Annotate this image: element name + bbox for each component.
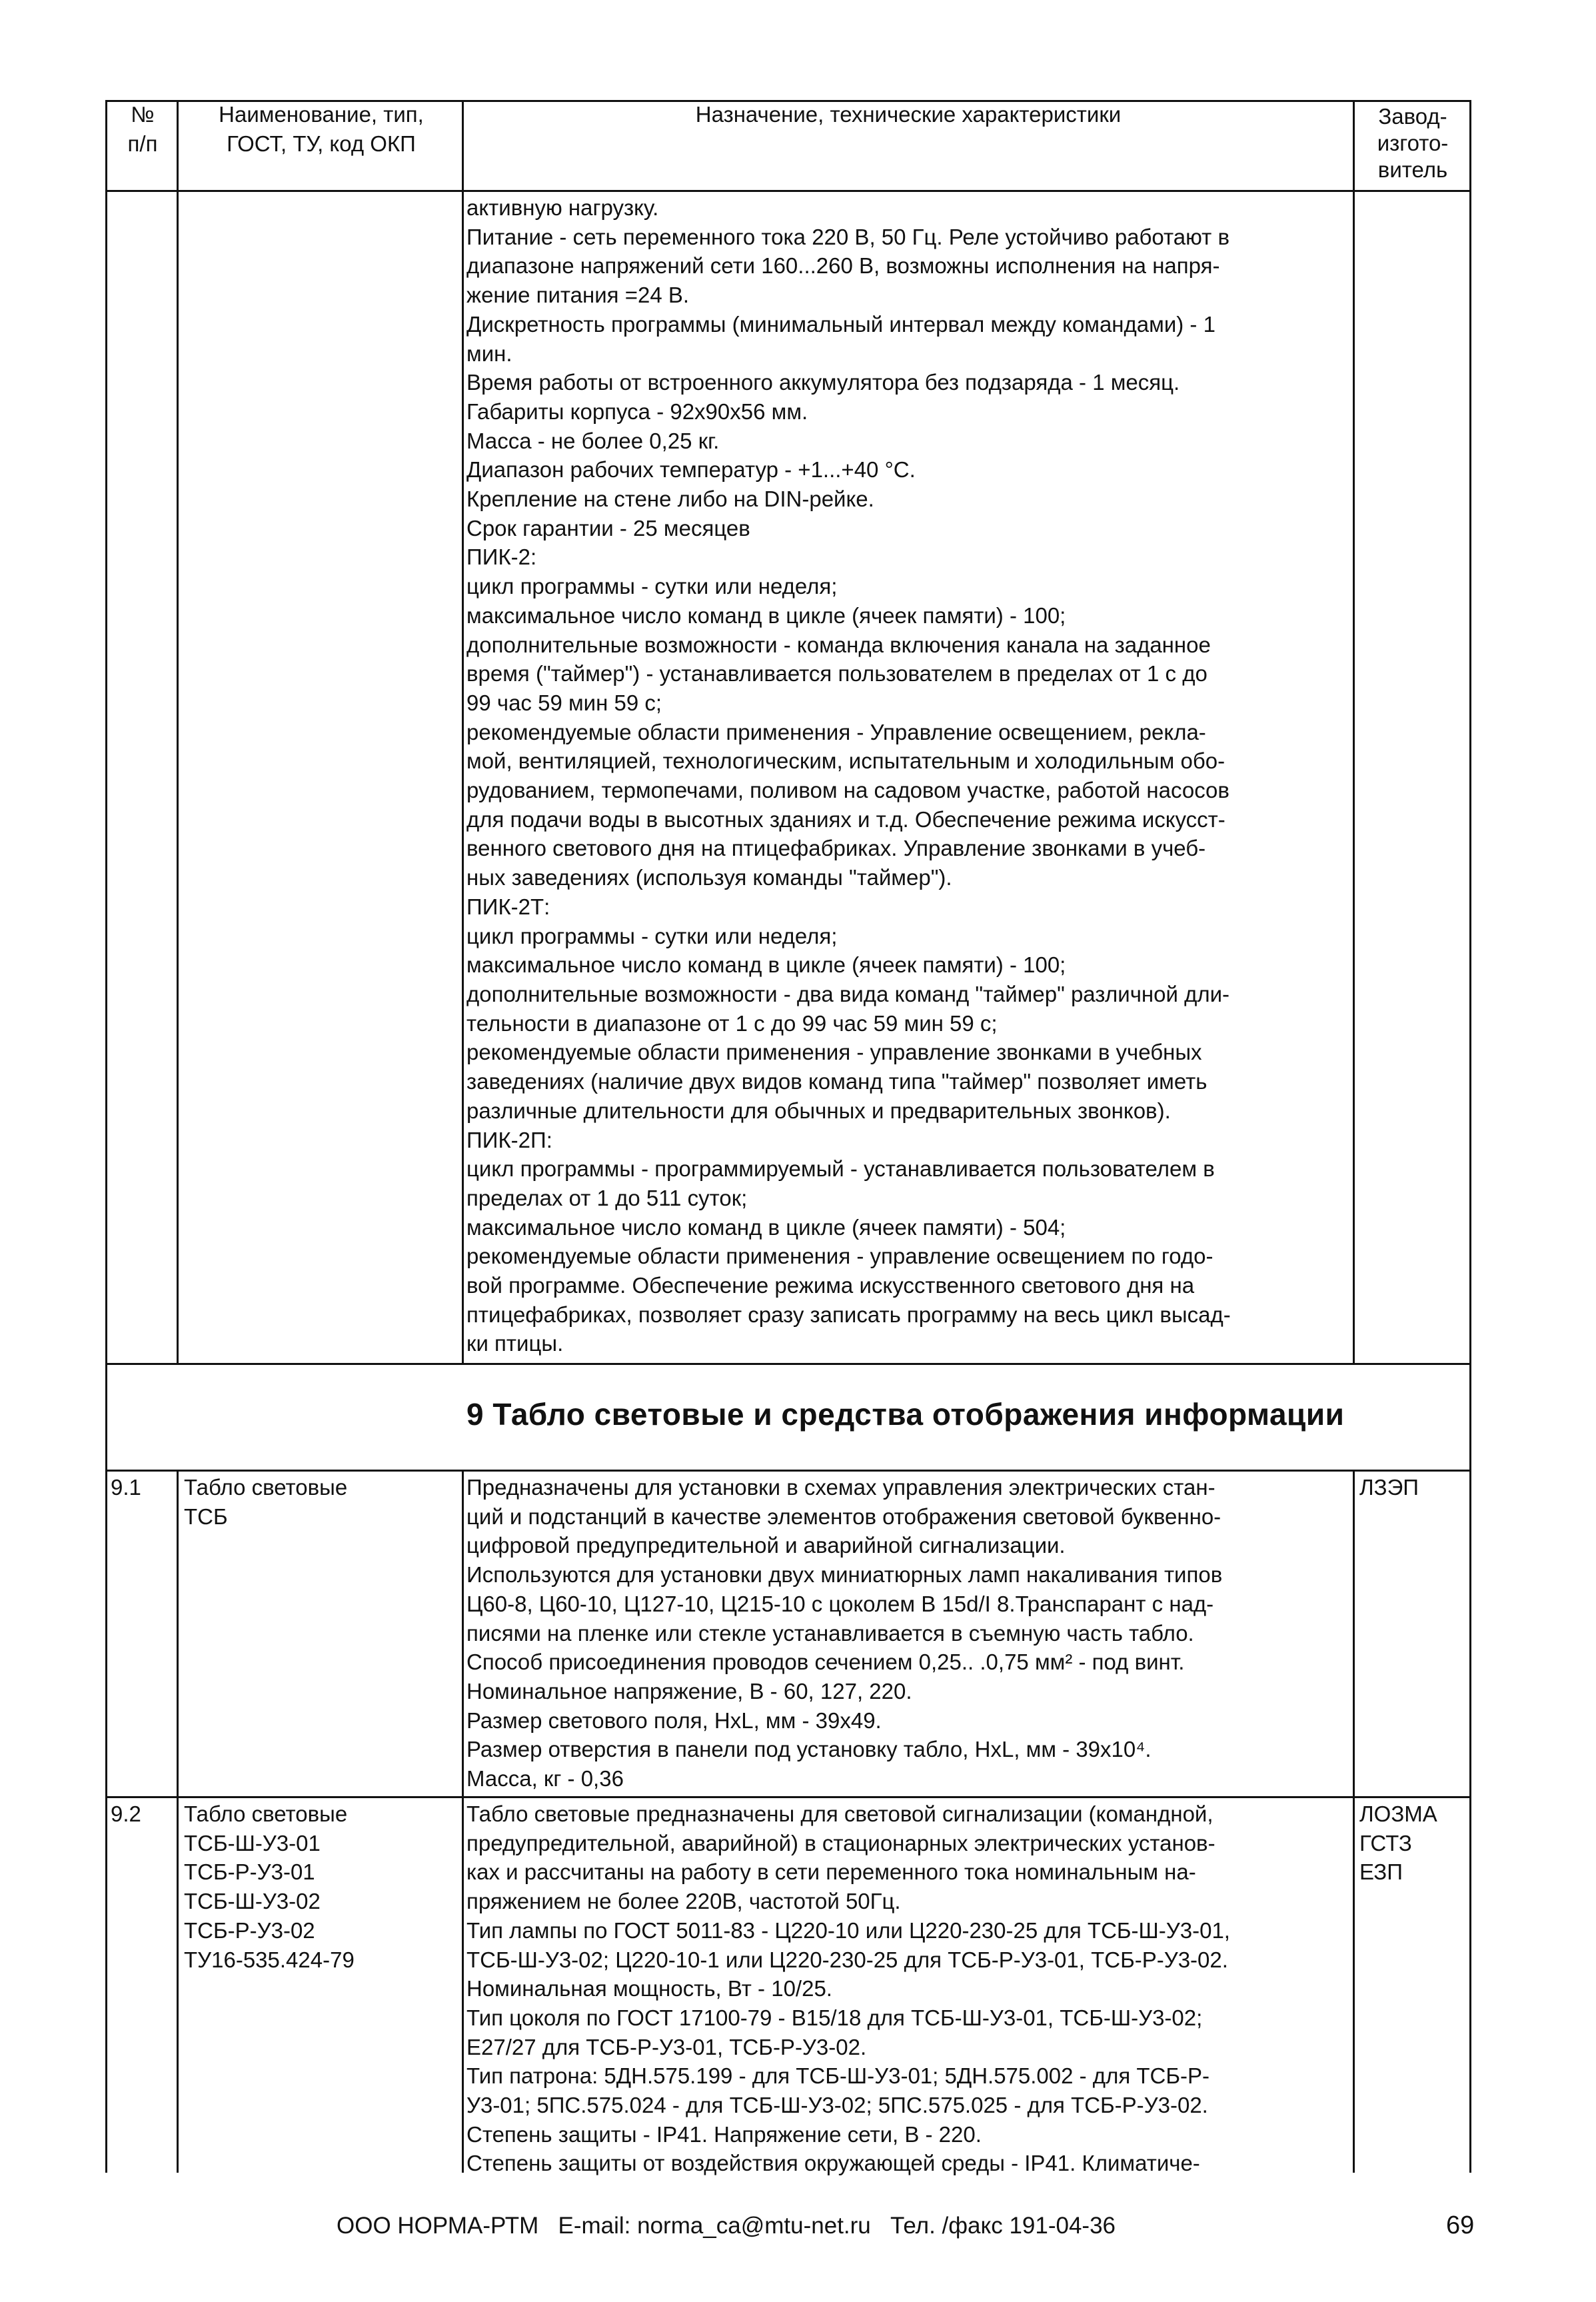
row-9-1-bottom-border	[105, 1796, 1471, 1798]
footer-company: ООО НОРМА-РТМ E-mail: norma_ca@mtu-net.ru Тел. /факс 191-04-36	[337, 2213, 1116, 2239]
page-number: 69	[1446, 2211, 1475, 2239]
row-description: Табло световые предназначены для световой сигнализации (командной, предупредительной, аварийной) в стационарных электрических установ- ках и рассчитаны на работу в сети переменного тока номинальным на- пряжением не более 220В, частотой 50Гц. Тип лампы по ГОСТ 5011-83 - Ц220-10 или Ц220-230-25 для ТСБ-Ш-У3-01, ТСБ-Ш-У3-02; Ц220-10-1 или Ц220-230-25 для ТСБ-Р-У3-01, ТСБ-Р-У3-02. Номинальная мощность, Вт - 10/25. Тип цоколя по ГОСТ 17100-79 - В15/18 для ТСБ-Ш-У3-01, ТСБ-Ш-У3-02; Е27/27 для ТСБ-Р-У3-01, ТСБ-Р-У3-02. Тип патрона: 5ДН.575.199 - для ТСБ-Ш-У3-01; 5ДН.575.002 - для ТСБ-Р- У3-01; 5ПС.575.024 - для ТСБ-Ш-У3-02; 5ПС.575.025 - для ТСБ-Р-У3-02. Степень защиты - IP41. Напряжение сети, В - 220. Степень защиты от воздействия окружающей среды - IP41. Климатиче-	[466, 1801, 1230, 2176]
table-border-left	[105, 100, 107, 2173]
column-divider-2	[462, 100, 464, 1363]
row-name: Табло световые ТСБ	[184, 1475, 348, 1529]
header-description: Назначение, технические характеристики	[695, 102, 1122, 127]
header-number: № п/п	[127, 102, 158, 156]
continuation-bottom-border	[105, 1363, 1471, 1365]
row-manufacturer: ЛОЗМА ГСТЗ ЕЗП	[1359, 1801, 1437, 1885]
column-divider-3-lower	[1353, 1470, 1355, 2173]
header-manufacturer: Завод- изгото- витель	[1377, 104, 1449, 182]
continuation-description: активную нагрузку. Питание - сеть переменного тока 220 В, 50 Гц. Реле устойчиво работают в диапазоне напряжений сети 160...260 В, возможны исполнения на напря- жение питания =24 В. Дискретность программы (минимальный интервал между командами) - 1 мин. Время работы от встроенного аккумулятора без подзаряда - 1 месяц. Габариты корпуса - 92х90х56 мм. Масса - не более 0,25 кг. Диапазон рабочих температур - +1...+40 °С. Крепление на стене либо на DIN-рейке. Срок гарантии - 25 месяцев ПИК-2: цикл программы - сутки или неделя; максимальное число команд в цикле (ячеек памяти) - 100; дополнительные возможности - команда включения канала на заданное время ("таймер") - устанавливается пользователем в пределах от 1 с до 99 час 59 мин 59 с; рекомендуемые области применения - Управление освещением, рекла- мой, вентиляцией, технологическим, испытательным и холодильным обо- рудованием, термопечами, поливом на садовом участке, работой насосов для подачи воды в высотных зданиях и т.д. Обеспечение режима искусст- венного светового дня на птицефабриках. Управление звонками в учеб- ных заведениях (используя команды "таймер"). ПИК-2Т: цикл программы - сутки или неделя; максимальное число команд в цикле (ячеек памяти) - 100; дополнительные возможности - два вида команд "таймер" различной дли- тельности в диапазоне от 1 с до 99 час 59 мин 59 с; рекомендуемые области применения - управление звонками в учебных заведениях (наличие двух видов команд типа "таймер" позволяет иметь различные длительности для обычных и предварительных звонков). ПИК-2П: цикл программы - программируемый - устанавливается пользователем в пределах от 1 до 511 суток; максимальное число команд в цикле (ячеек памяти) - 504; рекомендуемые области применения - управление освещением по годо- вой программе. Обеспечение режима искусственного светового дня на птицефабриках, позволяет сразу записать программу на весь цикл высад- ки птицы.	[466, 195, 1231, 1356]
header-bottom-border	[105, 190, 1471, 192]
section-bottom-border	[105, 1470, 1471, 1472]
row-manufacturer: ЛЗЭП	[1359, 1475, 1419, 1500]
section-title: 9 Табло световые и средства отображения информации	[466, 1397, 1345, 1432]
row-description: Предназначены для установки в схемах управления электрических стан- ций и подстанций в качестве элементов отображения световой буквенно- цифровой предупредительной и аварийной сигнализации. Используются для установки двух миниатюрных ламп накаливания типов Ц60-8, Ц60-10, Ц127-10, Ц215-10 с цоколем В 15d/I 8.Транспарант с над- писями на пленке или стекле устанавливается в съемную часть табло. Способ присоединения проводов сечением 0,25.. .0,75 мм² - под винт. Номинальное напряжение, В - 60, 127, 220. Размер светового поля, НхL, мм - 39х49. Размер отверстия в панели под установку табло, HxL, мм - 39х10⁴. Масса, кг - 0,36	[466, 1475, 1223, 1791]
column-divider-1	[177, 100, 179, 1363]
column-divider-2-lower	[462, 1470, 464, 2173]
row-number: 9.1	[111, 1475, 141, 1500]
header-name: Наименование, тип, ГОСТ, ТУ, код ОКП	[219, 102, 424, 156]
column-divider-3	[1353, 100, 1355, 1363]
row-number: 9.2	[111, 1801, 141, 1826]
row-name: Табло световые ТСБ-Ш-У3-01 ТСБ-Р-У3-01 ТСБ-Ш-У3-02 ТСБ-Р-У3-02 ТУ16-535.424-79	[184, 1801, 355, 1972]
